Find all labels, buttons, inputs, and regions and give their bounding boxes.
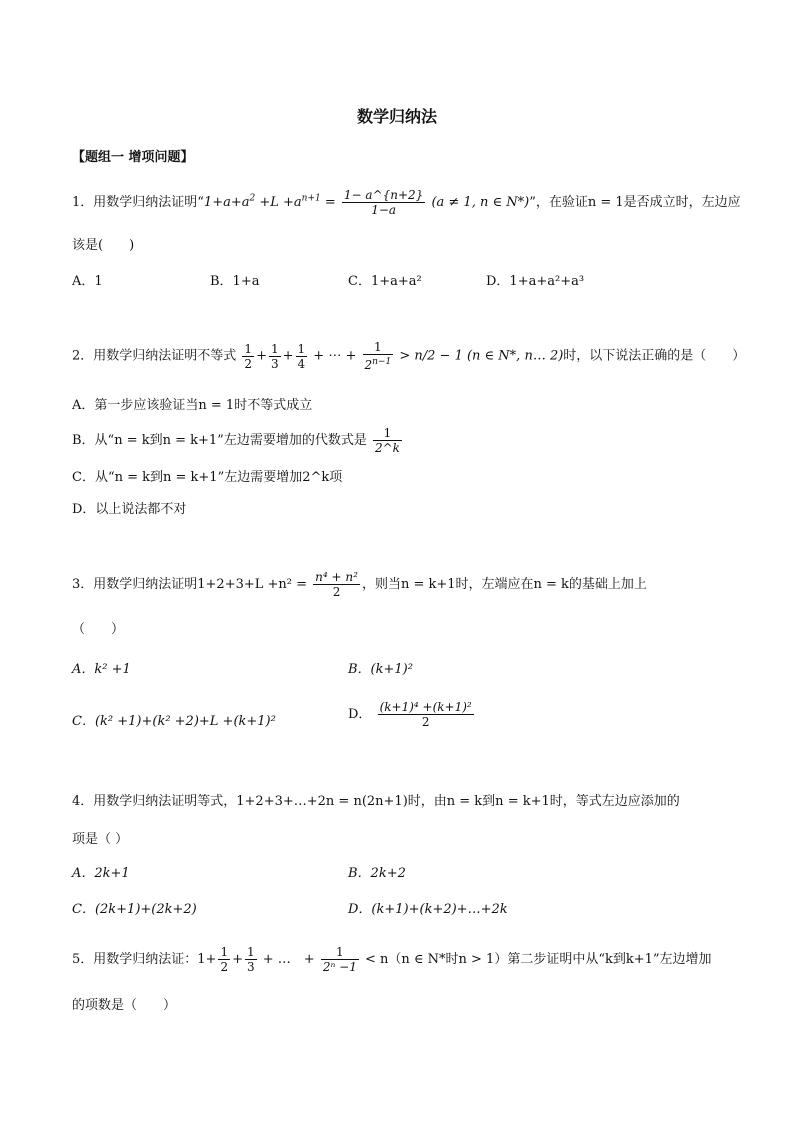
q1-option-a[interactable]: A．1 <box>72 274 103 289</box>
q4-option-a[interactable]: A．2k+1 <box>72 866 130 881</box>
question-3-line2: （ ） <box>72 622 125 637</box>
q2-ellipsis: + ⋯ + <box>313 348 357 364</box>
q3-lead: 3．用数学归纳法证明1+2+3+L +n² = <box>72 577 308 592</box>
q1-condition: (a ≠ 1, n ∈ N*) <box>431 195 530 210</box>
q2-frac-third: $\frac{1}{3}$ <box>270 341 279 371</box>
q4-option-c[interactable]: C．(2k+1)+(2k+2) <box>72 902 197 917</box>
q3-option-a[interactable]: A．k² +1 <box>72 662 131 677</box>
q3-option-d-fraction <box>378 700 474 729</box>
q3-option-d-den: 2 <box>421 715 430 729</box>
q5-frac-last-num: 1 <box>321 945 359 960</box>
q1-fraction-numerator: 1− a^{n+2} <box>343 188 424 202</box>
q3-option-c[interactable]: C．(k² +1)+(k² +2)+L +(k+1)² <box>72 714 276 729</box>
q5-frac-half: $\frac{1}{2}$ <box>220 945 229 974</box>
q3-fraction <box>313 570 360 599</box>
q1-fraction-denominator: 1−a <box>371 203 397 217</box>
q2-rest: > n/2 − 1 (n ∈ N*, n… 2) <box>399 348 564 364</box>
q3-fraction-num: n⁴ + n² <box>315 570 358 584</box>
question-4-stem: 4．用数学归纳法证明等式，1+2+3+…+2n = n(2n+1)时，由n = k到n = k+1时，等式左边应添加的 <box>72 794 680 809</box>
q2-option-b-text: B．从“n = k到n = k+1”左边需要增加的代数式是 <box>72 433 367 448</box>
q2-option-d[interactable]: D．以上说法都不对 <box>72 502 187 517</box>
q5-lead: 5．用数学归纳法证：1+ <box>72 952 217 967</box>
question-1-line2: 该是( ) <box>72 238 135 253</box>
q2-frac-quarter: $\frac{1}{4}$ <box>297 341 306 371</box>
q1-option-d[interactable]: D．1+a+a²+a³ <box>486 274 585 289</box>
q5-frac-last <box>321 945 359 974</box>
q4-option-d[interactable]: D．(k+1)+(k+2)+…+2k <box>348 902 508 917</box>
q2-option-b-den: 2^k <box>374 441 400 455</box>
q2-frac-half: $\frac{1}{2}$ <box>244 341 253 371</box>
q5-ellipsis: + … + <box>262 952 315 967</box>
q2-tail: 时，以下说法正确的是（ ） <box>563 348 746 364</box>
q4-option-b[interactable]: B．2k+2 <box>348 866 406 881</box>
q1-lhs: $1+a+a^2 +L +a^{n+1}$ <box>203 193 321 210</box>
q2-frac-last: $\frac{1}{2^{n-1}}$ <box>364 340 392 372</box>
q5-frac-last-den: 2ⁿ −1 <box>322 960 357 974</box>
q2-option-c[interactable]: C．从“n = k到n = k+1”左边需要增加2^k项 <box>72 470 343 485</box>
q3-option-b[interactable]: B．(k+1)² <box>348 662 413 677</box>
q2-option-b-fraction <box>373 426 402 455</box>
q2-option-b-num: 1 <box>373 426 402 441</box>
q3-option-d-num: (k+1)⁴ +(k+1)² <box>379 700 472 714</box>
question-2-stem: 2．用数学归纳法证明不等式 $\frac{1}{2}$ + $\frac{1}{3}$ + $\frac{1}{4}$ + ⋯ + $\frac{1}{2^{n-1}}$ > n/2 − 1 (n ∈ N*, n… 2)时，以下说法正确的是（ ） <box>72 340 746 372</box>
q3-option-d-label: D． <box>348 707 372 722</box>
q5-frac-third: $\frac{1}{3}$ <box>246 945 255 974</box>
q1-lead: 1．用数学归纳法证明“ <box>72 195 204 210</box>
q1-option-b[interactable]: B．1+a <box>210 274 260 289</box>
question-5-line2: 的项数是（ ） <box>72 998 177 1013</box>
q2-option-b[interactable] <box>72 426 404 455</box>
q2-option-a[interactable]: A．第一步应该验证当n = 1时不等式成立 <box>72 398 313 413</box>
q1-option-c[interactable]: C．1+a+a² <box>348 274 422 289</box>
question-3-stem <box>72 570 647 599</box>
q3-fraction-den: 2 <box>332 585 341 599</box>
question-4-line2: 项是（ ） <box>72 832 129 847</box>
section-heading: 【题组一 增项问题】 <box>72 150 194 165</box>
q2-lead: 2．用数学归纳法证明不等式 <box>72 348 237 364</box>
q3-option-d[interactable] <box>348 700 476 729</box>
question-5-stem: 5．用数学归纳法证：1+ $\frac{1}{2}$ + $\frac{1}{3}$ + … + $\frac{1}{\text{2ⁿ −1}}$ < n（n ∈ N*时n > 1）第二步证明中从“k到k+1”左边增加 <box>72 945 712 974</box>
question-1-stem: 1．用数学归纳法证明“$1+a+a^2 +L +a^{n+1}$ = $\frac{1- a\^{}\{n+2\}}{1-a}$ (a ≠ 1, n ∈ N*)”，在验证n = 1是否成立时，左边应 <box>72 188 741 217</box>
q1-tail: ”，在验证n = 1是否成立时，左边应 <box>529 195 741 210</box>
q3-tail: ，则当n = k+1时，左端应在n = k的基础上加上 <box>361 577 647 592</box>
page-title: 数学归纳法 <box>356 107 437 126</box>
q1-fraction <box>342 188 425 217</box>
q5-tail: < n（n ∈ N*时n > 1）第二步证明中从“k到k+1”左边增加 <box>364 952 712 967</box>
